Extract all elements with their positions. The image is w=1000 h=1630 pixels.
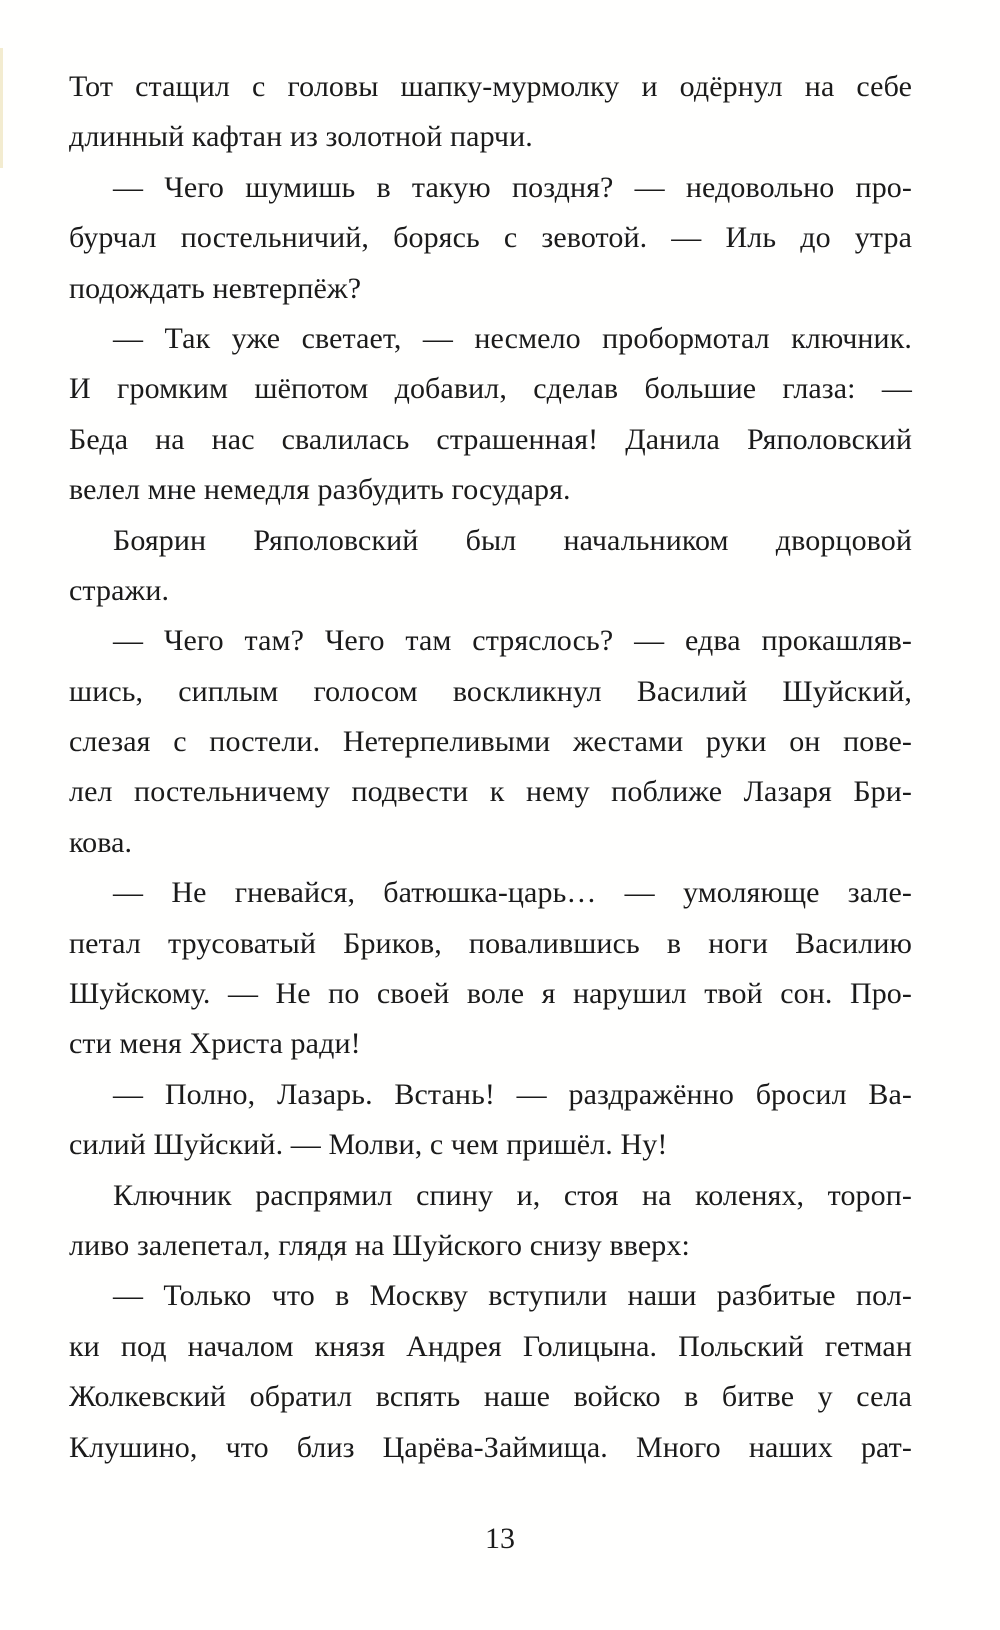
text-line: — Не гневайся, батюшка-царь… — умоляюще зале-	[113, 876, 912, 910]
text-line: стражи.	[69, 573, 170, 607]
page-number: 13	[485, 1522, 515, 1555]
text-line: Ключник распрямил спину и, стоя на коленях, тороп-	[113, 1178, 912, 1212]
text-line: Боярин Ряполовский был начальником дворцовой	[113, 523, 912, 557]
text-line: велел мне немедля разбудить государя.	[69, 473, 571, 507]
text-line: лел постельничему подвести к нему поближе Лазаря Бри-	[69, 775, 912, 809]
text-line: ки под началом князя Андрея Голицына. Польский гетман	[69, 1329, 912, 1363]
text-line: ливо залепетал, глядя на Шуйского снизу вверх:	[69, 1228, 690, 1262]
text-line: слезая с постели. Нетерпеливыми жестами руки он пове-	[69, 725, 912, 759]
text-line: — Полно, Лазарь. Встань! — раздражённо бросил Ва-	[113, 1077, 912, 1111]
text-line: длинный кафтан из золотной парчи.	[69, 120, 533, 154]
text-line: бурчал постельничий, борясь с зевотой. — Иль до утра	[69, 221, 912, 255]
text-line: — Чего там? Чего там стряслось? — едва прокашляв-	[113, 624, 912, 658]
text-line: Клушино, что близ Царёва-Займища. Много наших рат-	[69, 1430, 912, 1464]
page-edge-mark	[0, 48, 3, 168]
text-line: подождать невтерпёж?	[69, 271, 362, 305]
text-line: силий Шуйский. — Молви, с чем пришёл. Ну!	[69, 1128, 668, 1162]
text-line: — Чего шумишь в такую поздня? — недовольно про-	[113, 170, 912, 204]
text-line: кова.	[69, 825, 133, 859]
text-line: петал трусоватый Бриков, повалившись в ноги Василию	[69, 926, 912, 960]
text-line: — Только что в Москву вступили наши разбитые пол-	[113, 1279, 912, 1313]
text-line: Жолкевский обратил вспять наше войско в битве у села	[69, 1380, 912, 1414]
body-text	[69, 62, 912, 1473]
text-line: Шуйскому. — Не по своей воле я нарушил твой сон. Про-	[69, 977, 912, 1011]
text-line: Тот стащил с головы шапку-мурмолку и одёрнул на себе	[69, 70, 912, 103]
text-line: И громким шёпотом добавил, сделав большие глаза: —	[69, 372, 912, 406]
text-line: Беда на нас свалилась страшенная! Данила Ряполовский	[69, 422, 912, 456]
text-line: — Так уже светает, — несмело пробормотал ключник.	[113, 321, 912, 355]
text-line: сти меня Христа ради!	[69, 1027, 361, 1061]
text-line: шись, сиплым голосом воскликнул Василий Шуйский,	[69, 674, 912, 708]
